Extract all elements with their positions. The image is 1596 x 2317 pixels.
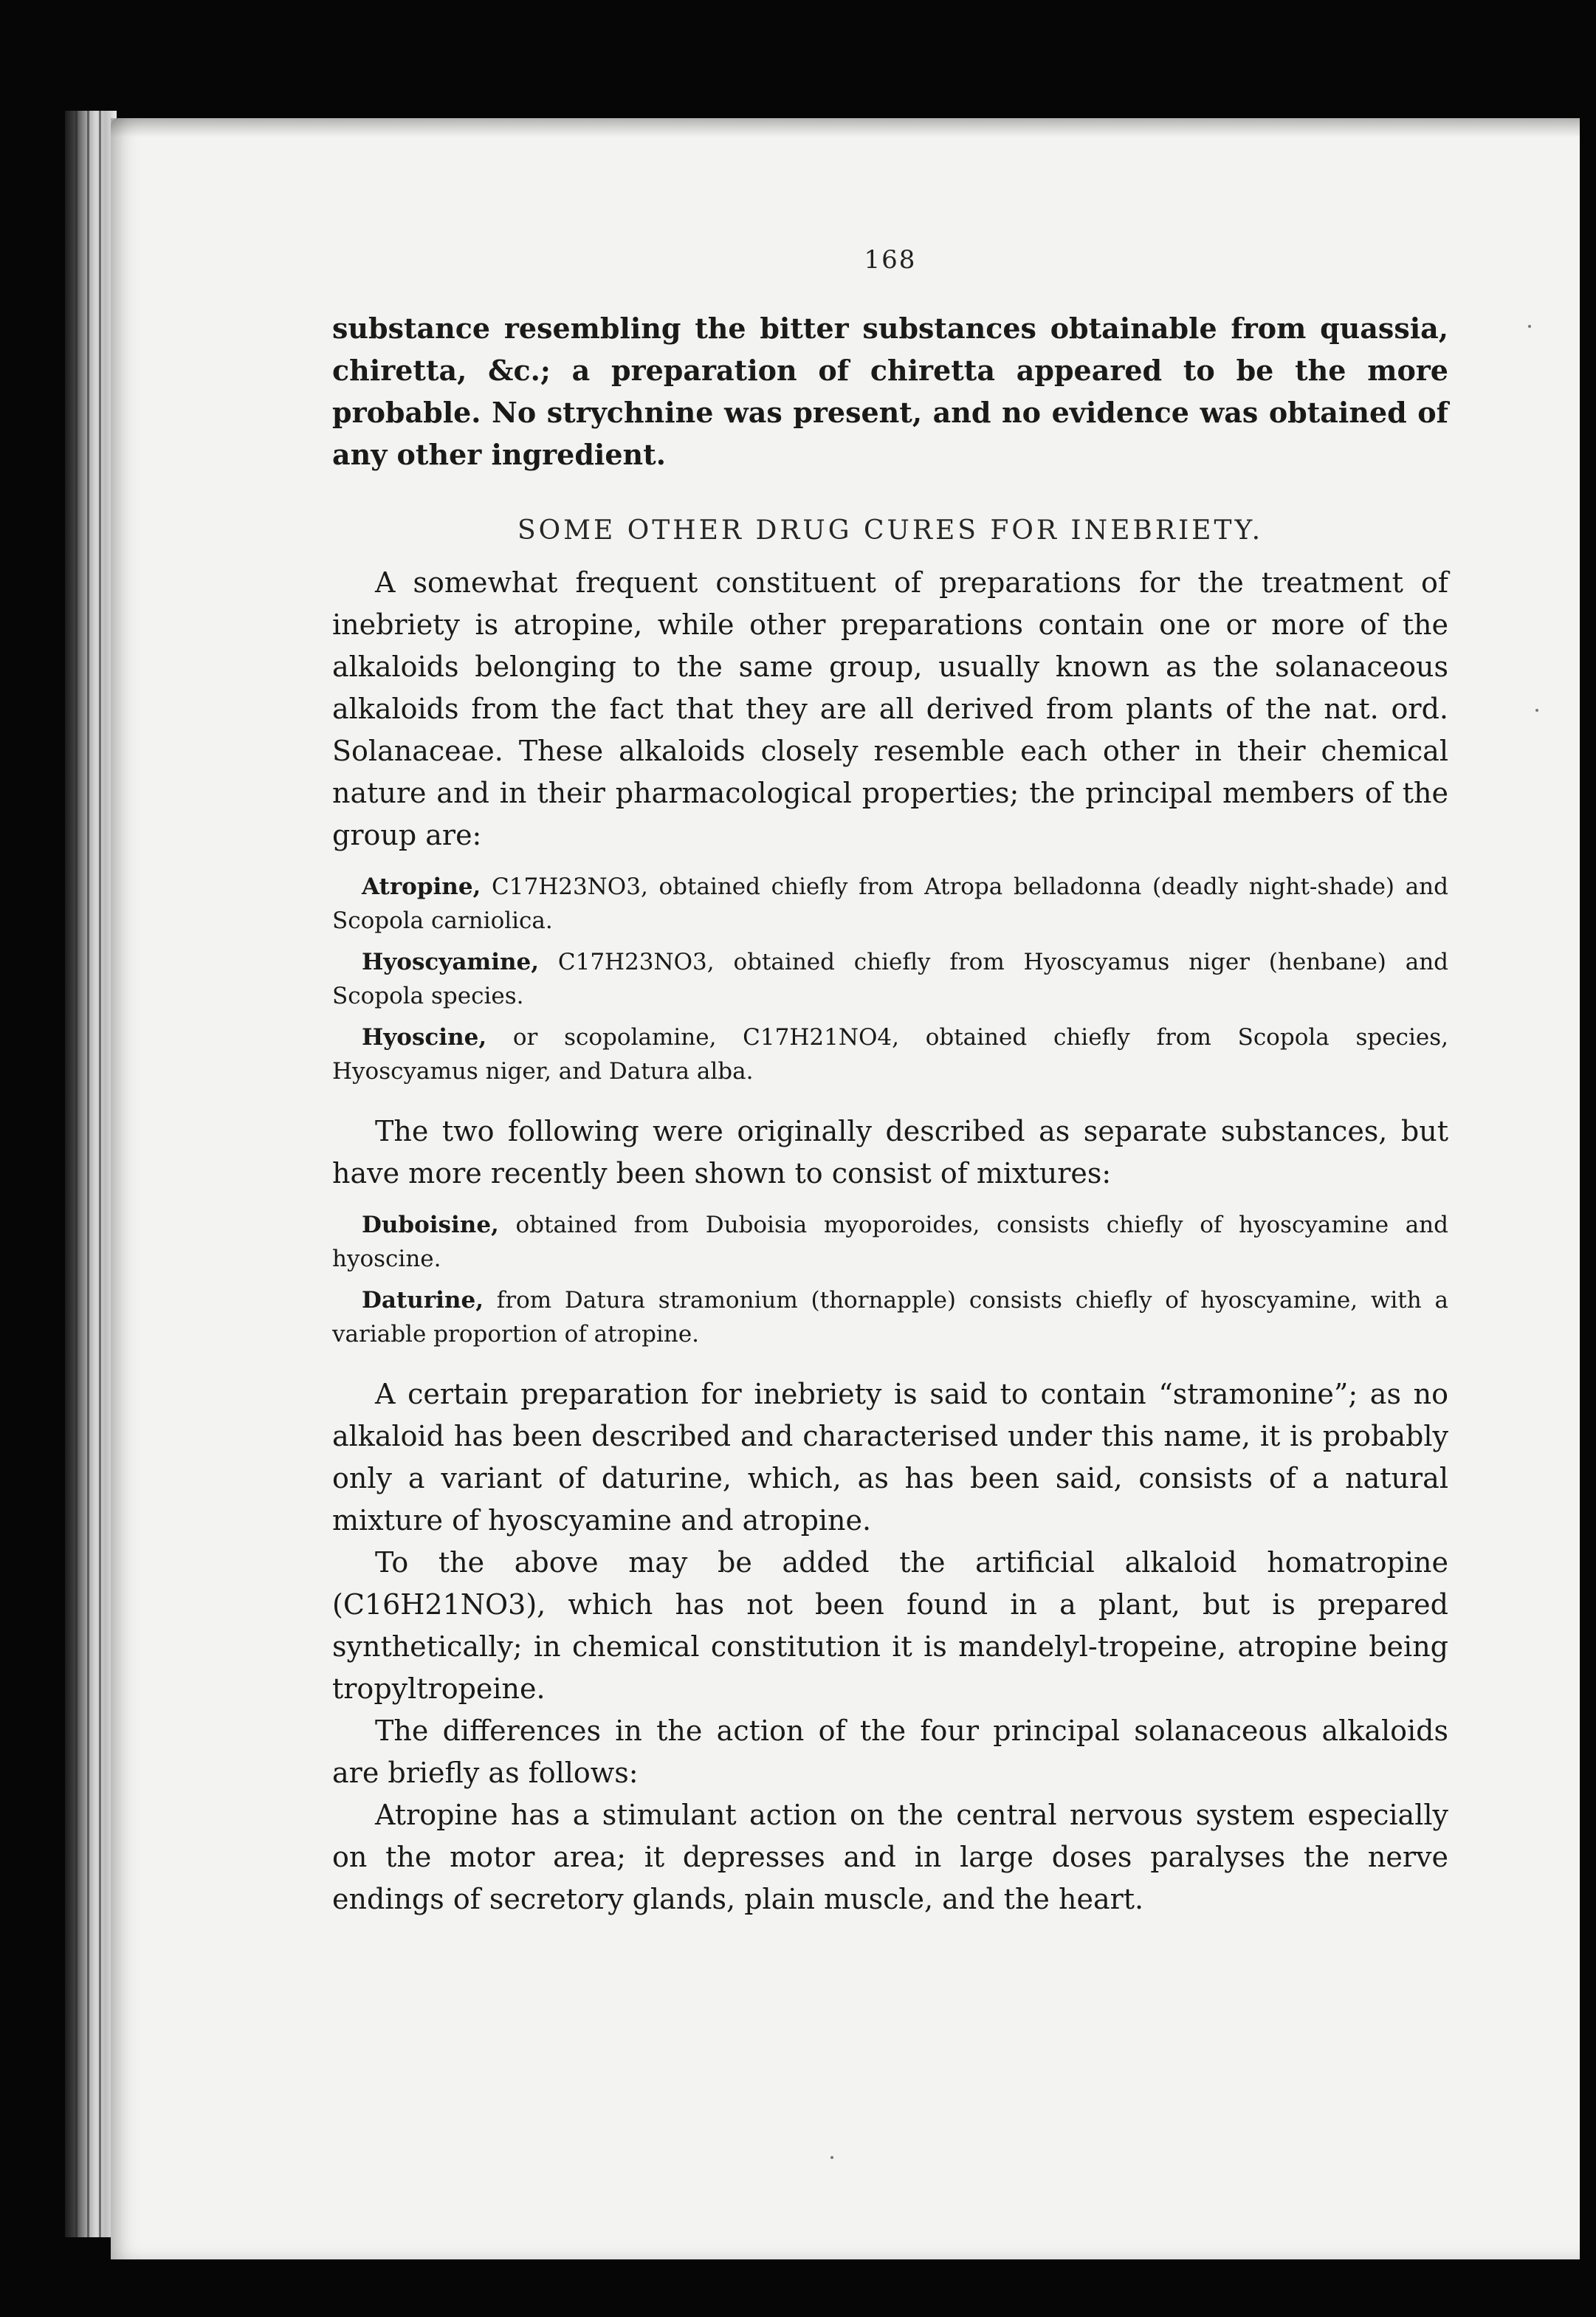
page-number: 168: [864, 245, 917, 275]
section-heading: SOME OTHER DRUG CURES FOR INEBRIETY.: [517, 515, 1264, 546]
mixture-list: [332, 1208, 1448, 1351]
speck-mark: [830, 2156, 833, 2159]
alkaloid-description: C17H23NO3, obtained chiefly from Hyoscyamus niger (henbane) and Scopola species.: [332, 949, 1449, 1009]
mixture-description: obtained from Duboisia myoporoides, consists chiefly of hyoscyamine and hyoscine.: [332, 1212, 1448, 1272]
mixture-name: Duboisine,: [362, 1212, 499, 1238]
page-shadow: [111, 118, 1580, 137]
alkaloid-name: Hyoscine,: [362, 1024, 487, 1051]
paragraph-5: The differences in the action of the four principal solanaceous alkaloids are briefly as follows:: [332, 1714, 1448, 1789]
speck-mark: [1535, 709, 1538, 712]
paragraph-4: To the above may be added the artificial alkaloid homatropine (C16H21NO3), which has not been found in a plant, but is prepared synthetically; in chemical constitution it is mandelyl-tropeine, atropine being tropyltropeine.: [332, 1546, 1448, 1705]
list-item: [332, 870, 1448, 938]
alkaloid-description: C17H23NO3, obtained chiefly from Atropa belladonna (deadly night-shade) and Scopola carniolica.: [332, 873, 1448, 934]
page-content: [332, 245, 1448, 1920]
list-item: [332, 1020, 1448, 1088]
paragraph-3: A certain preparation for inebriety is said to contain “stramonine”; as no alkaloid has been described and characterised under this name, it is probably only a variant of daturine, which, as has been said, consists of a natural mixture of hyoscyamine and atropine.: [332, 1378, 1448, 1537]
alkaloid-name: Hyoscyamine,: [362, 949, 540, 975]
book-page: [111, 118, 1580, 2259]
paragraph-1: A somewhat frequent constituent of preparations for the treatment of inebriety is atropine, while other preparations contain one or more of the alkaloids belonging to the same group, usually known as the solanaceous alkaloids from the fact that they are all derived from plants of the nat. ord. Solanaceae. These alkaloids closely resemble each other in their chemical nature and in their pharmacological properties; the principal members of the group are:: [332, 566, 1448, 851]
list-item: [332, 1208, 1448, 1276]
alkaloid-description: or scopolamine, C17H21NO4, obtained chiefly from Scopola species, Hyoscyamus niger, and Datura alba.: [332, 1024, 1448, 1085]
paragraph-6: Atropine has a stimulant action on the central nervous system especially on the motor area; it depresses and in large doses paralyses the nerve endings of secretory glands, plain muscle, and the heart.: [332, 1799, 1448, 1915]
mixture-description: from Datura stramonium (thornapple) consists chiefly of hyoscyamine, with a variable proportion of atropine.: [332, 1287, 1449, 1348]
mixture-name: Daturine,: [362, 1287, 484, 1314]
book-binding: [65, 111, 117, 2237]
list-item: [332, 945, 1448, 1013]
paragraph-2: The two following were originally described as separate substances, but have more recently been shown to consist of mixtures:: [332, 1115, 1448, 1190]
alkaloid-list: [332, 870, 1448, 1088]
intro-paragraph: substance resembling the bitter substances obtainable from quassia, chiretta, &c.; a preparation of chiretta appeared to be the more probable. No strychnine was present, and no evidence was obtained of any other ingredient.: [332, 312, 1448, 471]
list-item: [332, 1283, 1448, 1351]
speck-mark: [1528, 325, 1531, 328]
alkaloid-name: Atropine,: [362, 873, 481, 900]
